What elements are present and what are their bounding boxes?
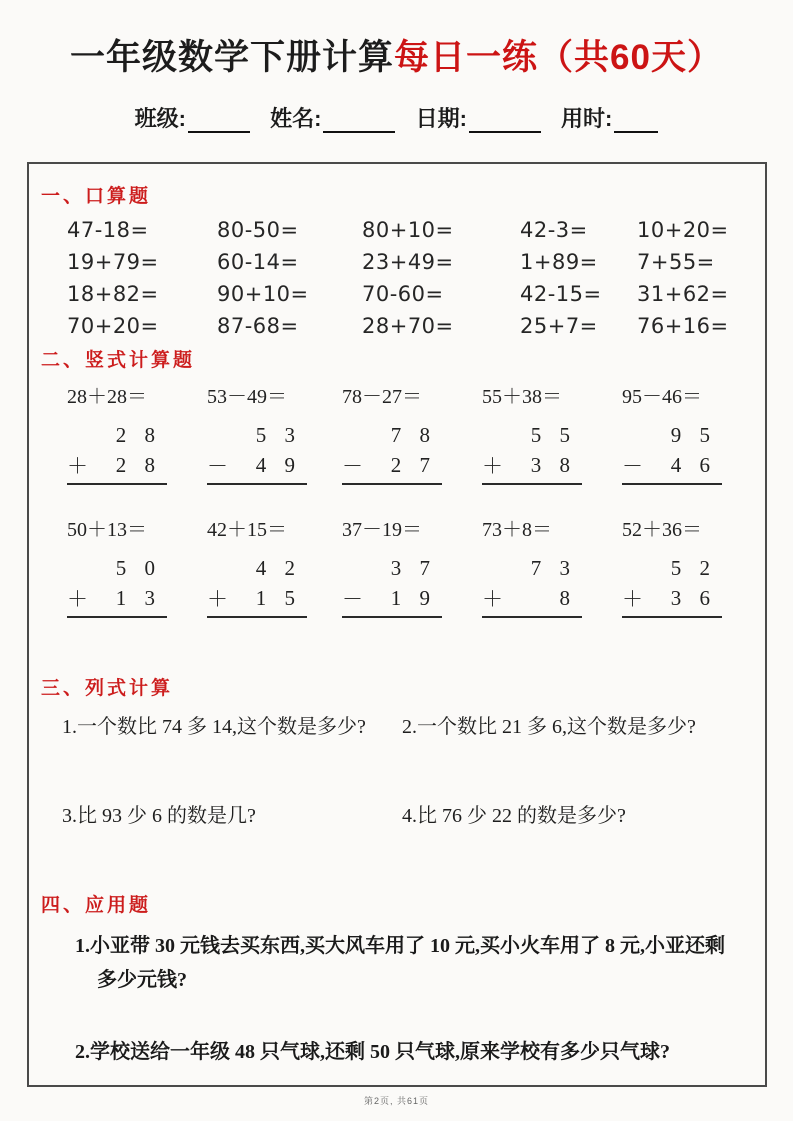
page-title-red: 每日一练（共60天） bbox=[394, 38, 723, 77]
operator-sign: ＋ bbox=[207, 587, 228, 611]
columnar-row-1 bbox=[29, 710, 765, 739]
vertical-equation: 55＋38＝ bbox=[482, 386, 562, 408]
oral-problem: 23+49= bbox=[362, 250, 454, 274]
date-blank-line bbox=[469, 113, 541, 133]
worksheet-border-box bbox=[27, 162, 767, 1087]
vertical-problem bbox=[342, 513, 482, 618]
date-field bbox=[416, 102, 541, 133]
page-number-footer: 第2页, 共61页 bbox=[363, 1096, 430, 1106]
oral-problem: 10+20= bbox=[637, 218, 729, 242]
name-label: 姓名: bbox=[270, 106, 322, 131]
top-operand: 7 8 bbox=[390, 423, 430, 447]
operator-sign: ＋ bbox=[622, 587, 643, 611]
oral-problem: 80-50= bbox=[217, 218, 299, 242]
vertical-problem bbox=[482, 380, 622, 485]
top-operand: 4 2 bbox=[255, 556, 295, 580]
section-heading-columnar: 三、列式计算 bbox=[41, 678, 174, 699]
columnar-item-2: 2.一个数比 21 多 6,这个数是多少? bbox=[402, 716, 696, 738]
oral-problem: 70+20= bbox=[67, 314, 159, 338]
vertical-equation: 78－27＝ bbox=[342, 386, 422, 408]
top-operand: 5 2 bbox=[670, 556, 710, 580]
oral-problem: 28+70= bbox=[362, 314, 454, 338]
vertical-equation: 95－46＝ bbox=[622, 386, 702, 408]
vertical-workspace bbox=[482, 552, 582, 618]
vertical-workspace bbox=[67, 552, 167, 618]
vertical-problem bbox=[482, 513, 622, 618]
vertical-problems-row-2 bbox=[29, 513, 765, 618]
columnar-item-1: 1.一个数比 74 多 14,这个数是多少? bbox=[62, 716, 366, 738]
oral-problem: 42-3= bbox=[520, 218, 588, 242]
columnar-row-2 bbox=[29, 799, 765, 828]
word-problem-2: 2.学校送给一年级 48 只气球,还剩 50 只气球,原来学校有多少只气球? bbox=[75, 1041, 670, 1063]
operator-sign: － bbox=[207, 454, 228, 478]
bottom-operand: 1 5 bbox=[255, 586, 295, 610]
section-heading-word-problems: 四、应用题 bbox=[41, 895, 152, 916]
class-blank-line bbox=[188, 113, 250, 133]
top-operand: 5 5 bbox=[530, 423, 570, 447]
oral-problem: 42-15= bbox=[520, 282, 602, 306]
oral-problem: 76+16= bbox=[637, 314, 729, 338]
vertical-equation: 37－19＝ bbox=[342, 519, 422, 541]
name-blank-line bbox=[323, 113, 395, 133]
vertical-equation: 73＋8＝ bbox=[482, 519, 552, 541]
vertical-workspace bbox=[67, 419, 167, 485]
oral-problem: 1+89= bbox=[520, 250, 598, 274]
vertical-workspace bbox=[342, 552, 442, 618]
class-field bbox=[135, 102, 250, 133]
vertical-problem bbox=[622, 513, 765, 618]
vertical-equation: 28＋28＝ bbox=[67, 386, 147, 408]
bottom-operand: 2 7 bbox=[390, 453, 430, 477]
vertical-problem bbox=[207, 380, 342, 485]
vertical-equation: 42＋15＝ bbox=[207, 519, 287, 541]
operator-sign: ＋ bbox=[67, 454, 88, 478]
time-field bbox=[561, 102, 658, 133]
name-field bbox=[270, 102, 395, 133]
vertical-workspace bbox=[482, 419, 582, 485]
bottom-operand: 1 3 bbox=[115, 586, 155, 610]
vertical-equation: 52＋36＝ bbox=[622, 519, 702, 541]
vertical-problem bbox=[622, 380, 765, 485]
time-label: 用时: bbox=[561, 106, 613, 131]
header-fields bbox=[0, 102, 793, 133]
oral-problem: 19+79= bbox=[67, 250, 159, 274]
oral-problem: 90+10= bbox=[217, 282, 309, 306]
operator-sign: ＋ bbox=[482, 454, 503, 478]
top-operand: 5 3 bbox=[255, 423, 295, 447]
vertical-equation: 53－49＝ bbox=[207, 386, 287, 408]
oral-problem: 87-68= bbox=[217, 314, 299, 338]
page-title-black: 一年级数学下册计算 bbox=[70, 38, 395, 77]
top-operand: 2 8 bbox=[115, 423, 155, 447]
bottom-operand: 4 6 bbox=[670, 453, 710, 477]
section-heading-vertical: 二、竖式计算题 bbox=[41, 350, 196, 371]
bottom-operand: 2 8 bbox=[115, 453, 155, 477]
columnar-item-3: 3.比 93 少 6 的数是几? bbox=[62, 805, 256, 827]
bottom-operand: 4 9 bbox=[255, 453, 295, 477]
vertical-problem bbox=[67, 380, 207, 485]
operator-sign: ＋ bbox=[482, 587, 503, 611]
vertical-workspace bbox=[342, 419, 442, 485]
vertical-problem bbox=[67, 513, 207, 618]
oral-problem: 31+62= bbox=[637, 282, 729, 306]
top-operand: 3 7 bbox=[390, 556, 430, 580]
vertical-problem bbox=[207, 513, 342, 618]
bottom-operand: 1 9 bbox=[390, 586, 430, 610]
vertical-problems-row-1 bbox=[29, 380, 765, 485]
bottom-operand: 3 6 bbox=[670, 586, 710, 610]
vertical-workspace bbox=[207, 552, 307, 618]
time-blank-line bbox=[614, 113, 658, 133]
oral-problem: 60-14= bbox=[217, 250, 299, 274]
oral-problem: 18+82= bbox=[67, 282, 159, 306]
vertical-problem bbox=[342, 380, 482, 485]
oral-problem: 7+55= bbox=[637, 250, 715, 274]
operator-sign: － bbox=[342, 454, 363, 478]
page-title bbox=[0, 0, 793, 80]
oral-problem: 70-60= bbox=[362, 282, 444, 306]
top-operand: 9 5 bbox=[670, 423, 710, 447]
vertical-workspace bbox=[207, 419, 307, 485]
vertical-workspace bbox=[622, 419, 722, 485]
vertical-equation: 50＋13＝ bbox=[67, 519, 147, 541]
bottom-operand: 8 bbox=[559, 586, 570, 610]
oral-problems-grid bbox=[29, 214, 765, 342]
class-label: 班级: bbox=[134, 106, 186, 131]
oral-problem: 25+7= bbox=[520, 314, 598, 338]
oral-problem: 47-18= bbox=[67, 218, 149, 242]
operator-sign: － bbox=[622, 454, 643, 478]
operator-sign: － bbox=[342, 587, 363, 611]
section-heading-oral: 一、口算题 bbox=[41, 186, 152, 207]
date-label: 日期: bbox=[415, 106, 467, 131]
columnar-item-4: 4.比 76 少 22 的数是多少? bbox=[402, 805, 626, 827]
top-operand: 5 0 bbox=[115, 556, 155, 580]
top-operand: 7 3 bbox=[530, 556, 570, 580]
word-problem-1: 1.小亚带 30 元钱去买东西,买大风车用了 10 元,买小火车用了 8 元,小亚还剩多少元钱? bbox=[75, 935, 725, 991]
oral-problem: 80+10= bbox=[362, 218, 454, 242]
vertical-workspace bbox=[622, 552, 722, 618]
bottom-operand: 3 8 bbox=[530, 453, 570, 477]
operator-sign: ＋ bbox=[67, 587, 88, 611]
